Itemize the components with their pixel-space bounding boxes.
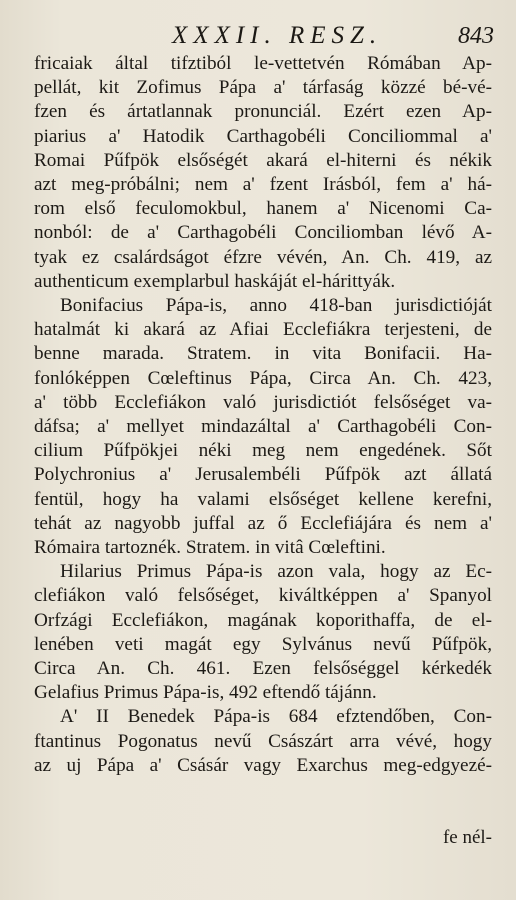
text-line: Circa An. Ch. 461. Ezen felsőséggel kérkedék — [34, 658, 492, 680]
text-line: Bonifacius Pápa-is, anno 418-ban jurisdictióját — [60, 295, 492, 317]
text-line: rom első feculomokbul, hanem a' Nicenomi Ca- — [34, 198, 492, 220]
text-line: Rómaira tartoznék. Stratem. in vitâ Cœleftini. — [34, 537, 386, 559]
text-line: authenticum exemplarbul haskáját el-hárittyák. — [34, 270, 396, 292]
text-line: benne marada. Stratem. in vita Bonifacii. Ha- — [34, 343, 492, 365]
text-line: Orfzági Ecclefiákon, magának koporithaffa, de el- — [34, 609, 492, 631]
text-line: tyak ez csalárdságot éfzre vévén, An. Ch. 419, az — [34, 246, 492, 268]
text-line: clefiákon való felsőséget, kiváltképpen a' Spanyol — [34, 585, 492, 607]
chapter-title: XXXII. RESZ. — [172, 22, 383, 49]
text-line: az uj Pápa a' Csásár vagy Exarchus meg-edgyezé- — [34, 754, 492, 776]
text-line: nonból: de a' Carthagobéli Conciliomban lévő A- — [34, 222, 492, 244]
text-line: fricaiak által tifztiból le-vettetvén Rómában Ap- — [34, 53, 492, 74]
text-line: piarius a' Hatodik Carthagobéli Conciliommal a' — [34, 125, 492, 147]
text-line: fonlóképpen Cœleftinus Pápa, Circa An. Ch. 423, — [34, 367, 492, 389]
page-number: 843 — [458, 23, 494, 49]
text-line: A' II Benedek Pápa-is 684 efztendőben, Con- — [60, 706, 492, 728]
text-line: Polychronius a' Jerusalembéli Pűfpök azt állatá — [34, 464, 492, 486]
text-line: a' több Ecclefiákon való jurisdictiót felsőséget va- — [34, 391, 492, 413]
text-line: Hilarius Primus Pápa-is azon vala, hogy az Ec- — [60, 561, 492, 583]
running-header — [0, 22, 516, 54]
text-line: cilium Pűfpökjei néki meg nem engedének. Sőt — [34, 440, 492, 462]
text-line: ftantinus Pogonatus nevű Császárt arra vévé, hogy — [34, 730, 492, 752]
text-body — [34, 52, 492, 778]
text-line: dáfsa; a' mellyet mindazáltal a' Carthagobéli Con- — [34, 416, 492, 438]
text-line: Romai Pűfpök elsőségét akará el-hiterni és nékik — [34, 149, 492, 171]
text-line: lenében veti magát egy Sylvánus nevű Pűfpök, — [34, 633, 492, 655]
text-line: fzen és ártatlannak pronunciál. Ezért ezen Ap- — [34, 101, 492, 123]
text-line: Gelafius Primus Pápa-is, 492 eftendő tájánn. — [34, 682, 377, 704]
text-line: fentül, hogy ha valami elsőséget kellene kerefni, — [34, 488, 492, 510]
text-line: hatalmát ki akará az Afiai Ecclefiákra terjesteni, de — [34, 319, 492, 341]
text-line: pellát, kit Zofimus Pápa a' tárfaság közzé bé-vé- — [34, 77, 492, 99]
catchword: fe nél- — [442, 827, 492, 848]
text-line: azt meg-próbálni; nem a' fzent Irásból, fem a' há- — [34, 174, 492, 196]
text-line: tehát az nagyobb juffal az ő Ecclefiájára és nem a' — [34, 512, 492, 534]
